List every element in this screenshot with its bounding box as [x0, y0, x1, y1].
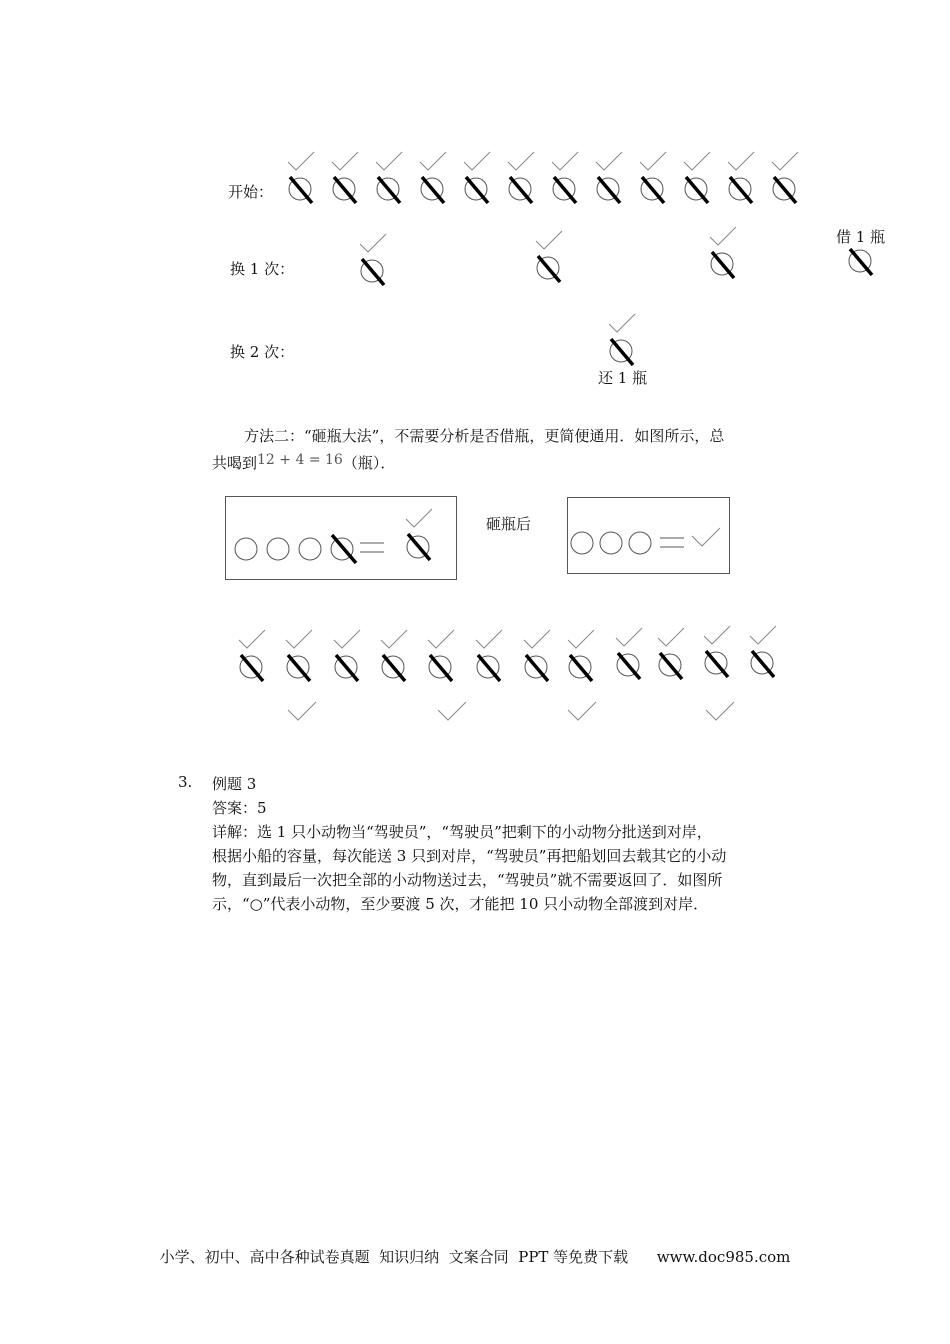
- bottle-icon: [550, 150, 586, 208]
- example-title: 例题 3: [212, 775, 257, 793]
- label-swap-1: 换 1 次：: [230, 260, 295, 278]
- bottle-icon: [656, 626, 692, 684]
- explanation-line: 物，直到最后一次把全部的小动物送过去，“驾驶员”就不需要返回了．如图所: [212, 871, 723, 889]
- check-icon: [286, 700, 320, 724]
- explanation-line: 示，“○”代表小动物，至少要渡 5 次，才能把 10 只小动物全部渡到对岸．: [212, 895, 709, 913]
- bottle-icon: [426, 628, 462, 686]
- bottle-icon: [638, 150, 674, 208]
- bottle-icon: [418, 150, 454, 208]
- example-number: 3.: [178, 773, 193, 791]
- after-smash-figure: [568, 498, 729, 573]
- check-icon: [704, 700, 738, 724]
- bottle-icon: [614, 626, 650, 684]
- bottle-icon: [770, 150, 806, 208]
- method-two-paragraph: [212, 424, 812, 475]
- check-icon: [436, 700, 470, 724]
- example-three: [212, 772, 812, 916]
- bottle-icon: [358, 232, 394, 290]
- label-start: 开始：: [228, 183, 274, 201]
- explanation-line: 详解：选 1 只小动物当“驾驶员”，“驾驶员”把剩下的小动物分批送到对岸，: [212, 823, 712, 841]
- bottle-icon: [506, 150, 542, 208]
- label-borrow: 借 1 瓶: [836, 228, 886, 246]
- bottle-icon: [522, 628, 558, 686]
- footer: 小学、初中、高中各种试卷真题 知识归纳 文案合同 PPT 等免费下载 www.doc985.com: [159, 1248, 791, 1266]
- before-smash-figure: [226, 497, 456, 579]
- example-answer: 答案：5: [212, 799, 267, 817]
- equation: 12 + 4 = 16: [257, 452, 343, 468]
- bottle-icon: [330, 150, 366, 208]
- bottle-icon: [462, 150, 498, 208]
- bottle-icon: [748, 624, 784, 682]
- method-two-prefix: 共喝到: [212, 454, 258, 472]
- after-smash-box: [567, 497, 730, 574]
- bottle-icon: [708, 225, 744, 283]
- bottle-icon: [332, 628, 368, 686]
- bottle-icon: [702, 624, 738, 682]
- bottle-icon: [286, 150, 322, 208]
- bottle-icon: [607, 312, 643, 370]
- method-two-line-1: 方法二：“砸瓶大法”，不需要分析是否借瓶，更简便通用．如图所示，总: [244, 427, 725, 445]
- bottle-icon: [594, 150, 630, 208]
- smash-label: 砸瓶后: [486, 515, 532, 533]
- bottle-icon: [726, 150, 762, 208]
- bottle-icon: [534, 229, 570, 287]
- label-swap-2: 换 2 次：: [230, 343, 295, 361]
- bottle-icon: [566, 628, 602, 686]
- borrowed-bottle-icon: [846, 222, 882, 280]
- bottle-icon: [237, 628, 273, 686]
- check-icon: [566, 700, 600, 724]
- bottle-icon: [474, 628, 510, 686]
- label-return: 还 1 瓶: [598, 369, 648, 387]
- bottle-icon: [379, 628, 415, 686]
- bottle-icon: [374, 150, 410, 208]
- bottle-icon: [682, 150, 718, 208]
- before-smash-box: [225, 496, 457, 580]
- method-two-line-2: [212, 448, 812, 475]
- explanation-line: 根据小船的容量，每次能送 3 只到对岸，“驾驶员”再把船划回去载其它的小动: [212, 847, 727, 865]
- method-two-suffix: （瓶）．: [342, 454, 396, 472]
- bottle-icon: [284, 628, 320, 686]
